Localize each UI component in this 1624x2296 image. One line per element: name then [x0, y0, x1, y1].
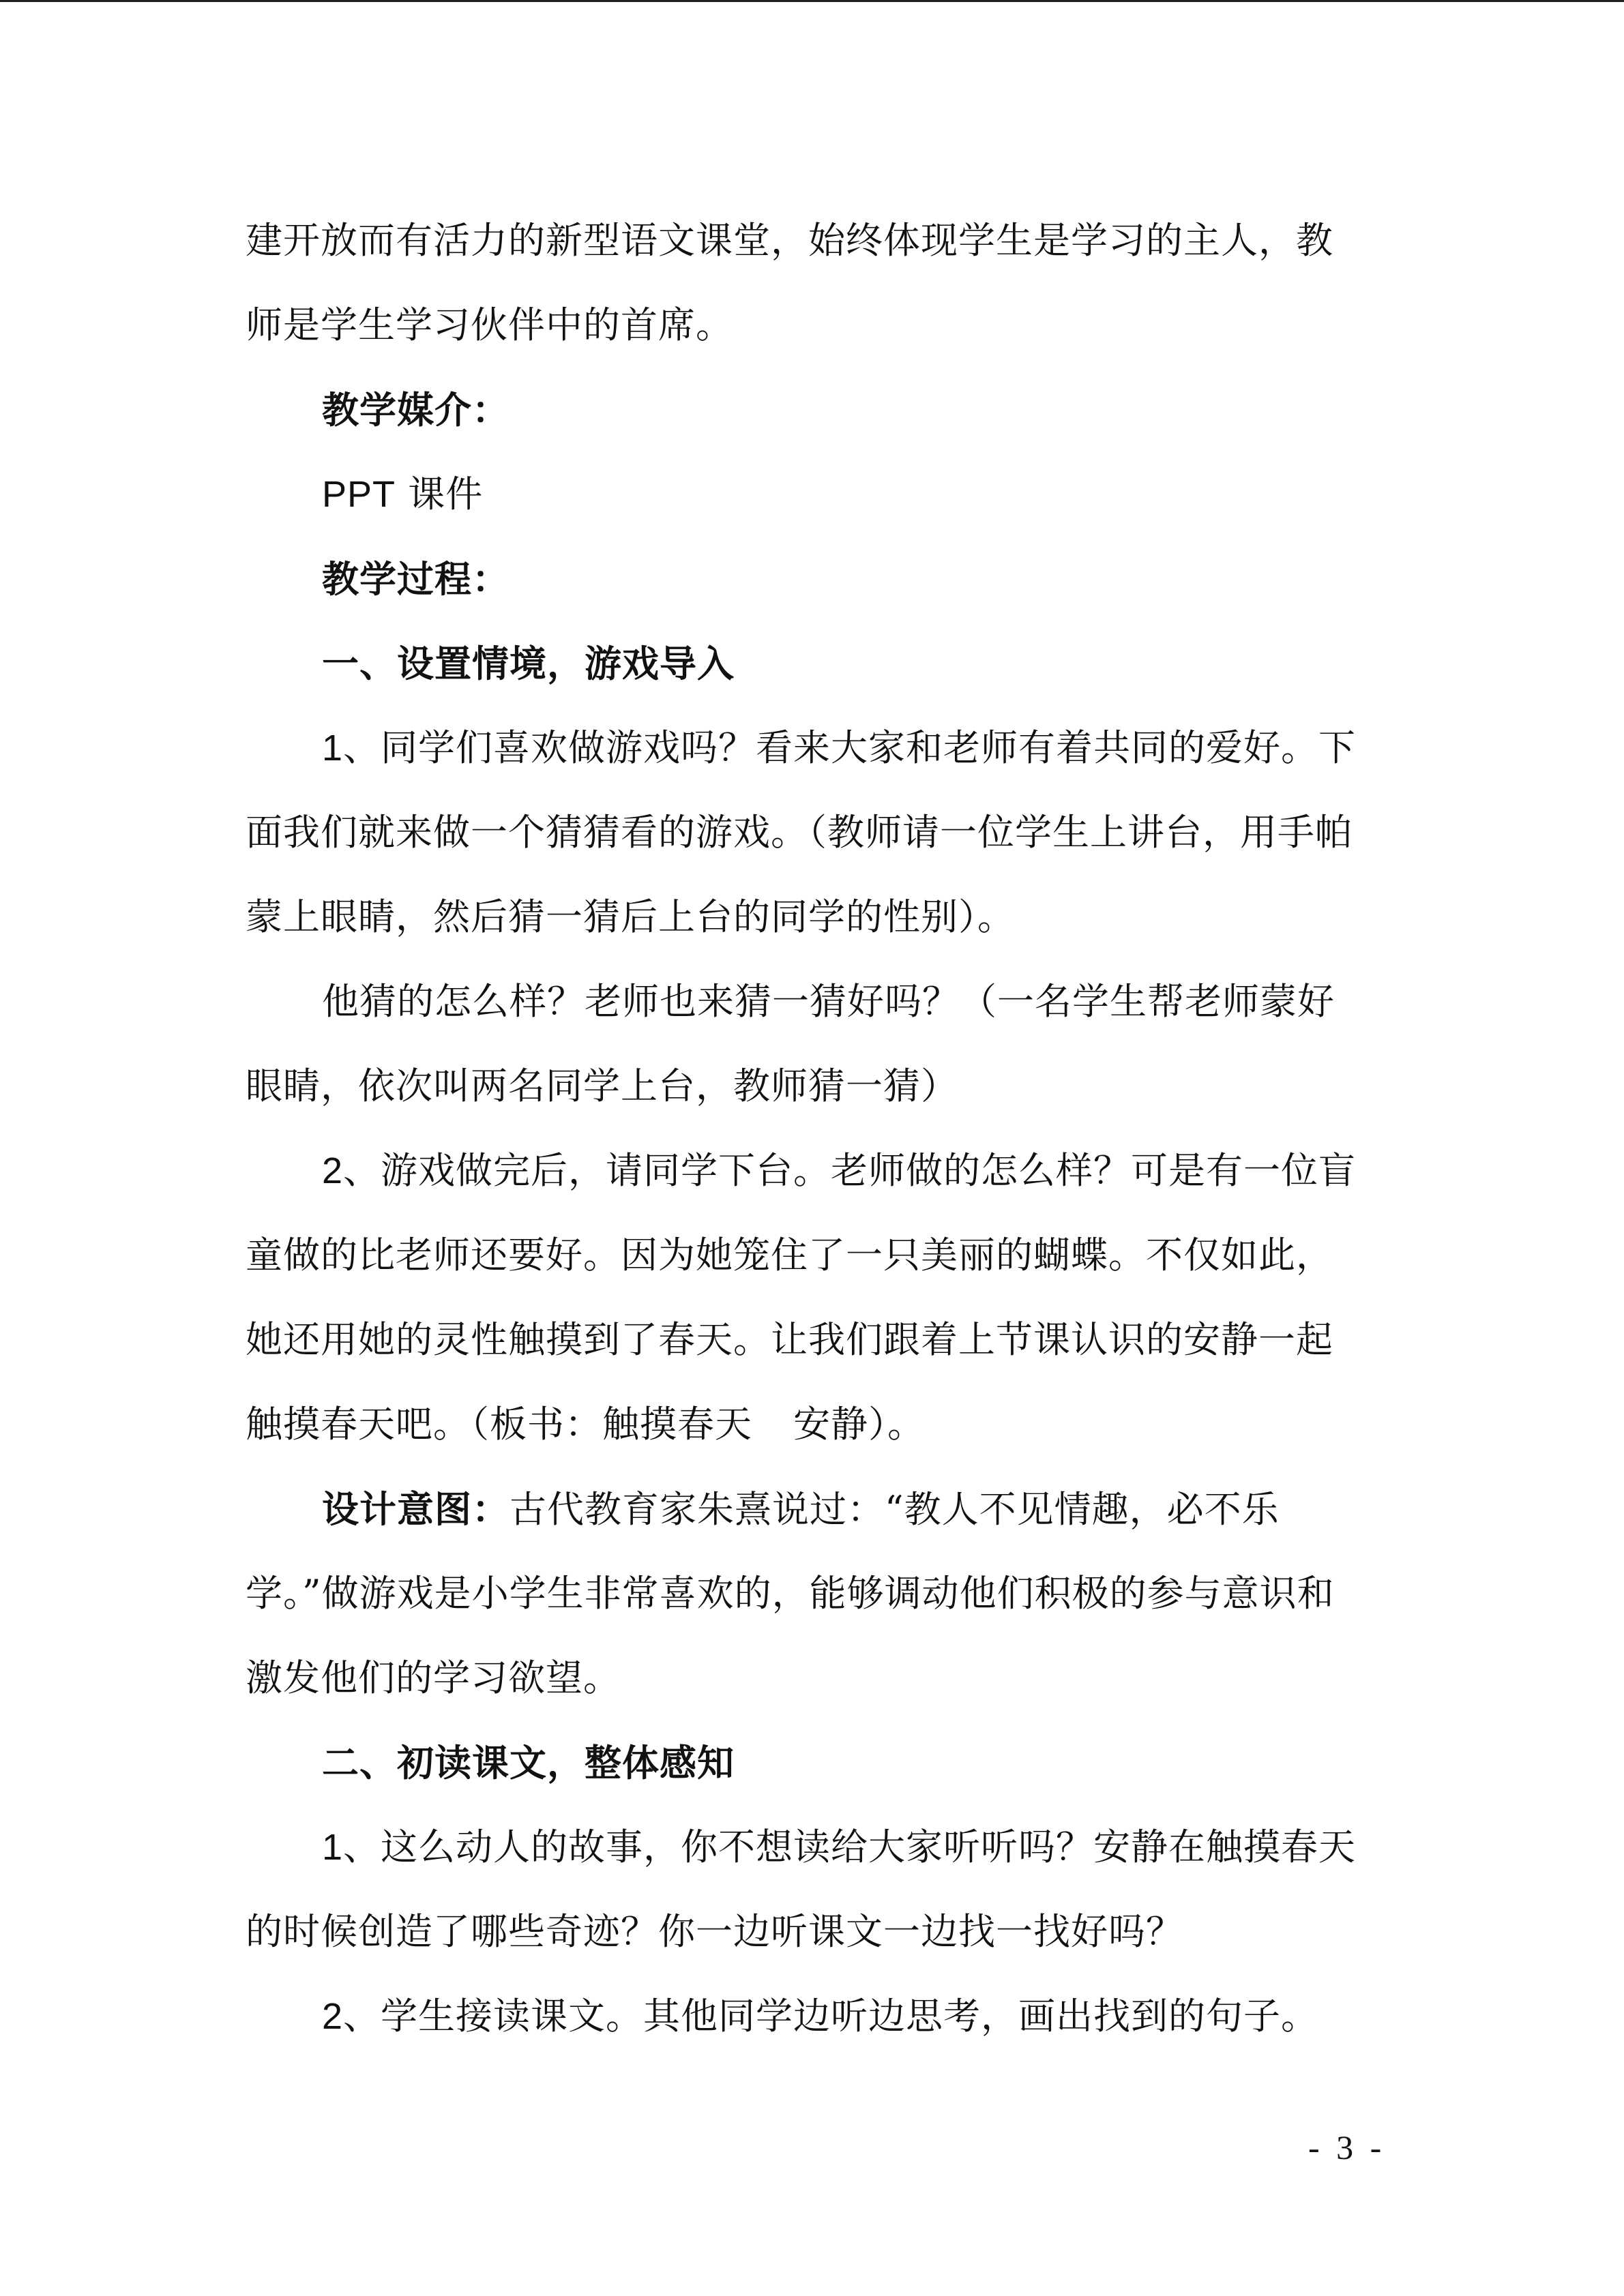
paragraph-line [246, 1394, 1371, 1478]
subsection-heading-1: 一、设置情境，游戏导入 [322, 642, 735, 685]
item-text: 、这么动人的故事，你不想读给大家听听吗？安静在触摸春天 [343, 1825, 1357, 1868]
item-text: 、游戏做完后，请同学下台。老师做的怎么样？可是有一位盲 [343, 1149, 1357, 1192]
paragraph-line: 面我们就来做一个猜猜看的游戏。（教师请一位学生上讲台，用手帕 [246, 811, 1353, 854]
paragraph-line: 蒙上眼睛，然后猜一猜后上台的同学的性别）。 [246, 895, 1015, 938]
paragraph-line [246, 1986, 1371, 2070]
item-text: 、同学们喜欢做游戏吗？看来大家和老师有着共同的爱好。下 [343, 726, 1357, 769]
item-number: 1 [322, 728, 344, 769]
item-number: 2 [322, 1150, 344, 1191]
design-intent-text: 古代教育家朱熹说过：“教人不见情趣，必不乐 [510, 1488, 1280, 1531]
teaching-media-value [246, 464, 1371, 548]
paragraph-line: 他猜的怎么样？老师也来猜一猜好吗？（一名学生帮老师蒙好 [322, 980, 1335, 1023]
paragraph-line: 她还用她的灵性触摸到了春天。让我们跟着上节课认识的安静一起 [246, 1318, 1333, 1361]
ppt-label: PPT [322, 474, 396, 515]
document-page [246, 210, 1371, 2070]
design-intent-line [246, 1478, 1371, 1563]
blackboard-text-b: 安静）。 [793, 1403, 925, 1446]
paragraph-line: 建开放而有活力的新型语文课堂，始终体现学生是学习的主人，教 [246, 219, 1333, 262]
paragraph-line [246, 717, 1371, 802]
subsection-heading-2: 二、初读课文，整体感知 [322, 1741, 735, 1785]
page-number: - 3 - [1308, 2128, 1386, 2166]
item-number: 1 [322, 1827, 344, 1868]
paragraph-line: 师是学生学习伙伴中的首席。 [246, 303, 733, 346]
top-border-line [0, 0, 1624, 2]
paragraph-line: 的时候创造了哪些奇迹？你一边听课文一边找一找好吗？ [246, 1910, 1183, 1953]
design-intent-label: 设计意图： [322, 1487, 510, 1531]
paragraph-line: 童做的比老师还要好。因为她笼住了一只美丽的蝴蝶。不仅如此， [246, 1234, 1333, 1277]
courseware-label: 课件 [396, 473, 484, 516]
section-heading-teaching-media: 教学媒介： [322, 388, 510, 432]
item-text: 、学生接读课文。其他同学边听边思考，画出找到的句子。 [343, 1995, 1319, 2038]
paragraph-line: 眼睛，依次叫两名同学上台，教师猜一猜） [246, 1064, 958, 1107]
paragraph-line [246, 1140, 1371, 1225]
paragraph-line: 激发他们的学习欲望。 [246, 1656, 621, 1699]
item-number: 2 [322, 1996, 344, 2037]
blackboard-text-a: 触摸春天吧。（板书：触摸春天 [246, 1403, 752, 1446]
section-heading-teaching-process: 教学过程： [322, 557, 510, 601]
paragraph-line: 学。”做游戏是小学生非常喜欢的，能够调动他们积极的参与意识和 [246, 1572, 1335, 1615]
paragraph-line [246, 1817, 1371, 1901]
